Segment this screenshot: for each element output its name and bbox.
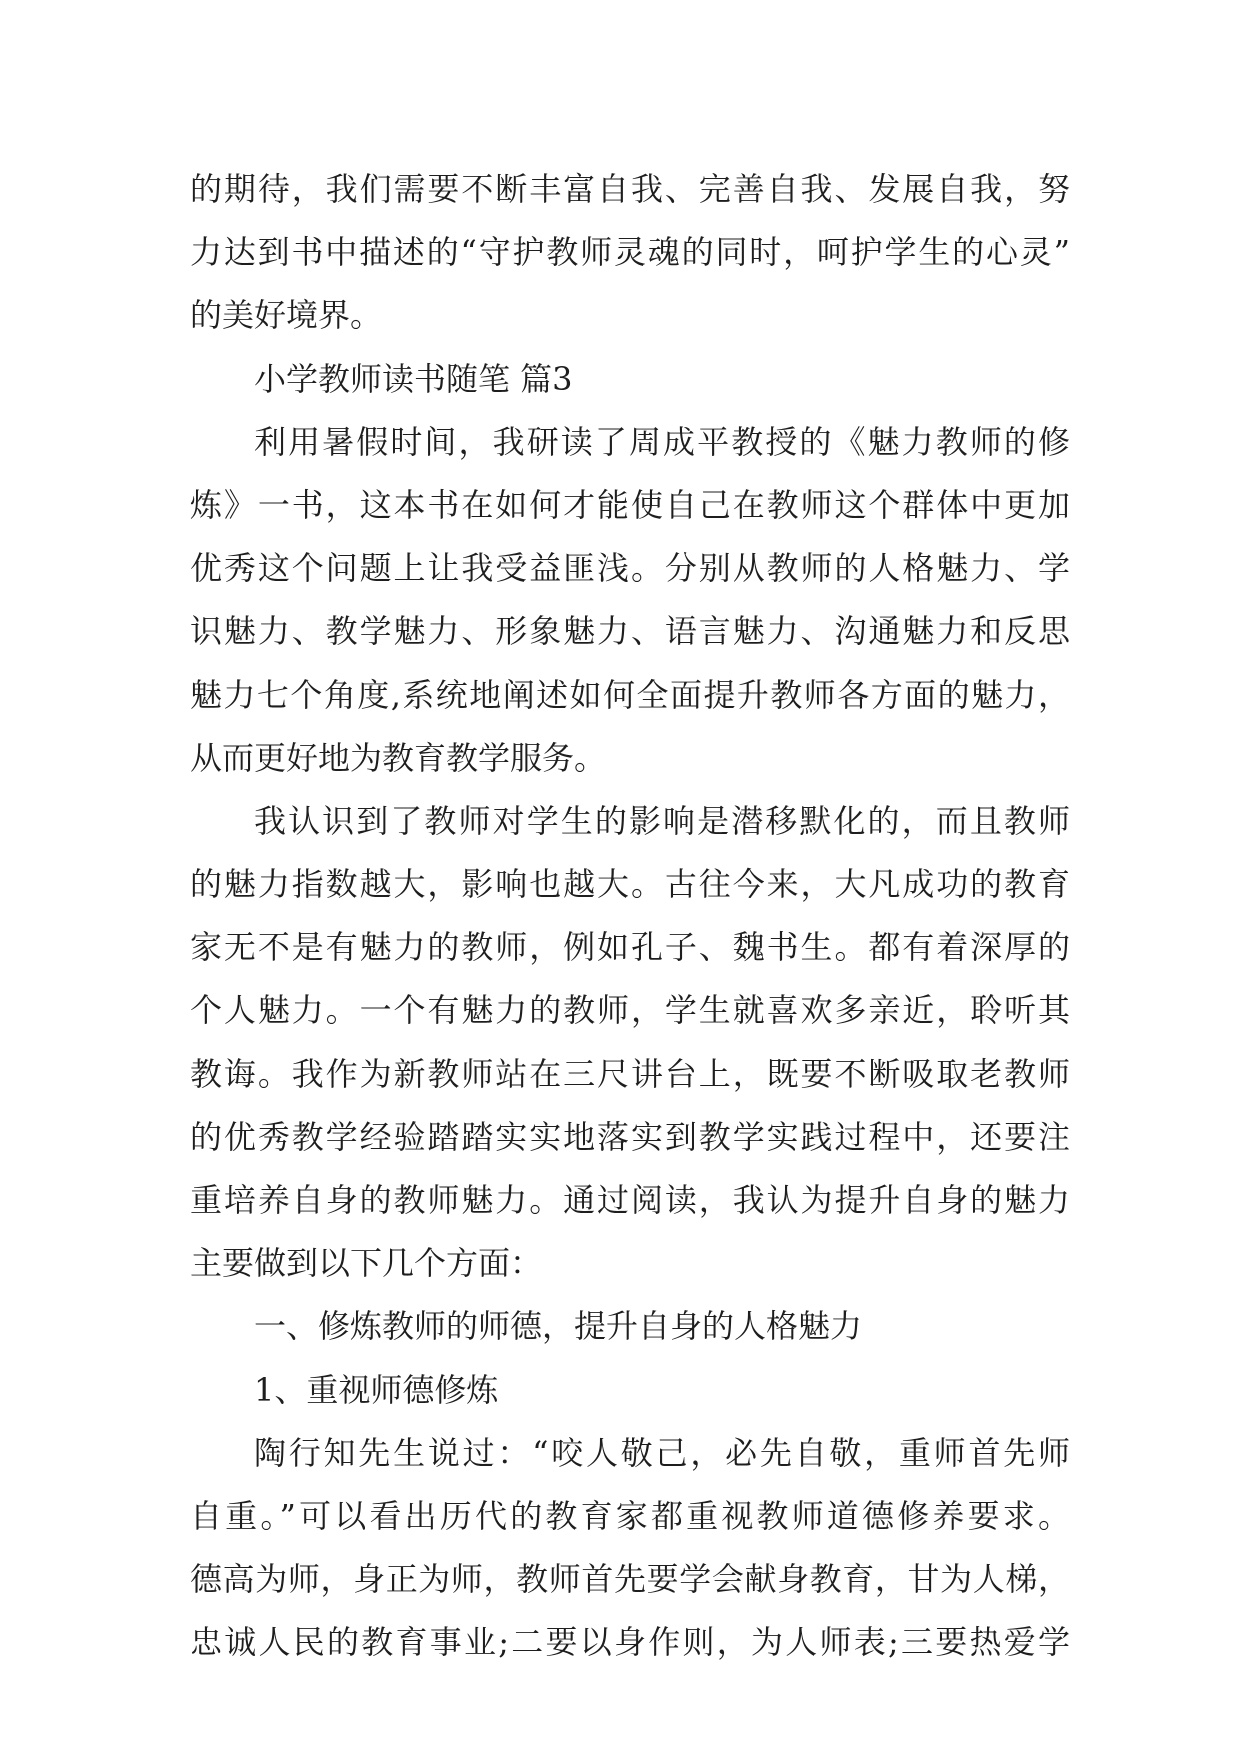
text-line: 的期待，我们需要不断丰富自我、完善自我、发展自我，努 bbox=[190, 170, 1070, 208]
text-line: 利用暑假时间，我研读了周成平教授的《魅力教师的修 bbox=[254, 422, 1070, 461]
text-line: 家无不是有魅力的教师，例如孔子、魏书生。都有着深厚的 bbox=[190, 928, 1070, 967]
subheading: 1、重视师德修炼 bbox=[254, 1370, 499, 1409]
text-line: 优秀这个问题上让我受益匪浅。分别从教师的人格魅力、学 bbox=[190, 549, 1070, 588]
text-line: 从而更好地为教育教学服务。 bbox=[190, 738, 607, 777]
text-line: 教诲。我作为新教师站在三尺讲台上，既要不断吸取老教师 bbox=[190, 1054, 1070, 1093]
text-line: 主要做到以下几个方面： bbox=[190, 1244, 543, 1283]
text-line: 识魅力、教学魅力、形象魅力、语言魅力、沟通魅力和反思 bbox=[190, 612, 1070, 651]
text-line: 魅力七个角度,系统地阐述如何全面提升教师各方面的魅力， bbox=[190, 675, 1070, 714]
text-line: 的美好境界。 bbox=[190, 296, 383, 335]
text-line: 忠诚人民的教育事业;二要以身作则，为人师表;三要热爱学 bbox=[190, 1623, 1070, 1662]
text-line: 我认识到了教师对学生的影响是潜移默化的，而且教师 bbox=[254, 801, 1070, 840]
text-line: 重培养自身的教师魅力。通过阅读，我认为提升自身的魅力 bbox=[190, 1181, 1070, 1219]
body-text bbox=[190, 158, 1070, 1675]
section-heading: 小学教师读书随笔 篇3 bbox=[254, 359, 573, 398]
text-line: 陶行知先生说过：“咬人敬己，必先自敬，重师首先师 bbox=[254, 1433, 1070, 1472]
text-line: 力达到书中描述的“守护教师灵魂的同时，呵护学生的心灵” bbox=[190, 233, 1070, 272]
text-line: 个人魅力。一个有魅力的教师，学生就喜欢多亲近，聆听其 bbox=[190, 991, 1070, 1030]
text-line: 自重。”可以看出历代的教育家都重视教师道德修养要求。 bbox=[190, 1496, 1070, 1535]
text-line: 的魅力指数越大，影响也越大。古往今来，大凡成功的教育 bbox=[190, 865, 1070, 904]
text-line: 炼》一书，这本书在如何才能使自己在教师这个群体中更加 bbox=[190, 485, 1070, 524]
text-line: 德高为师，身正为师，教师首先要学会献身教育，甘为人梯， bbox=[190, 1560, 1070, 1599]
subheading: 一、修炼教师的师德，提升自身的人格魅力 bbox=[254, 1307, 863, 1346]
text-line: 的优秀教学经验踏踏实实地落实到教学实践过程中，还要注 bbox=[190, 1117, 1070, 1156]
